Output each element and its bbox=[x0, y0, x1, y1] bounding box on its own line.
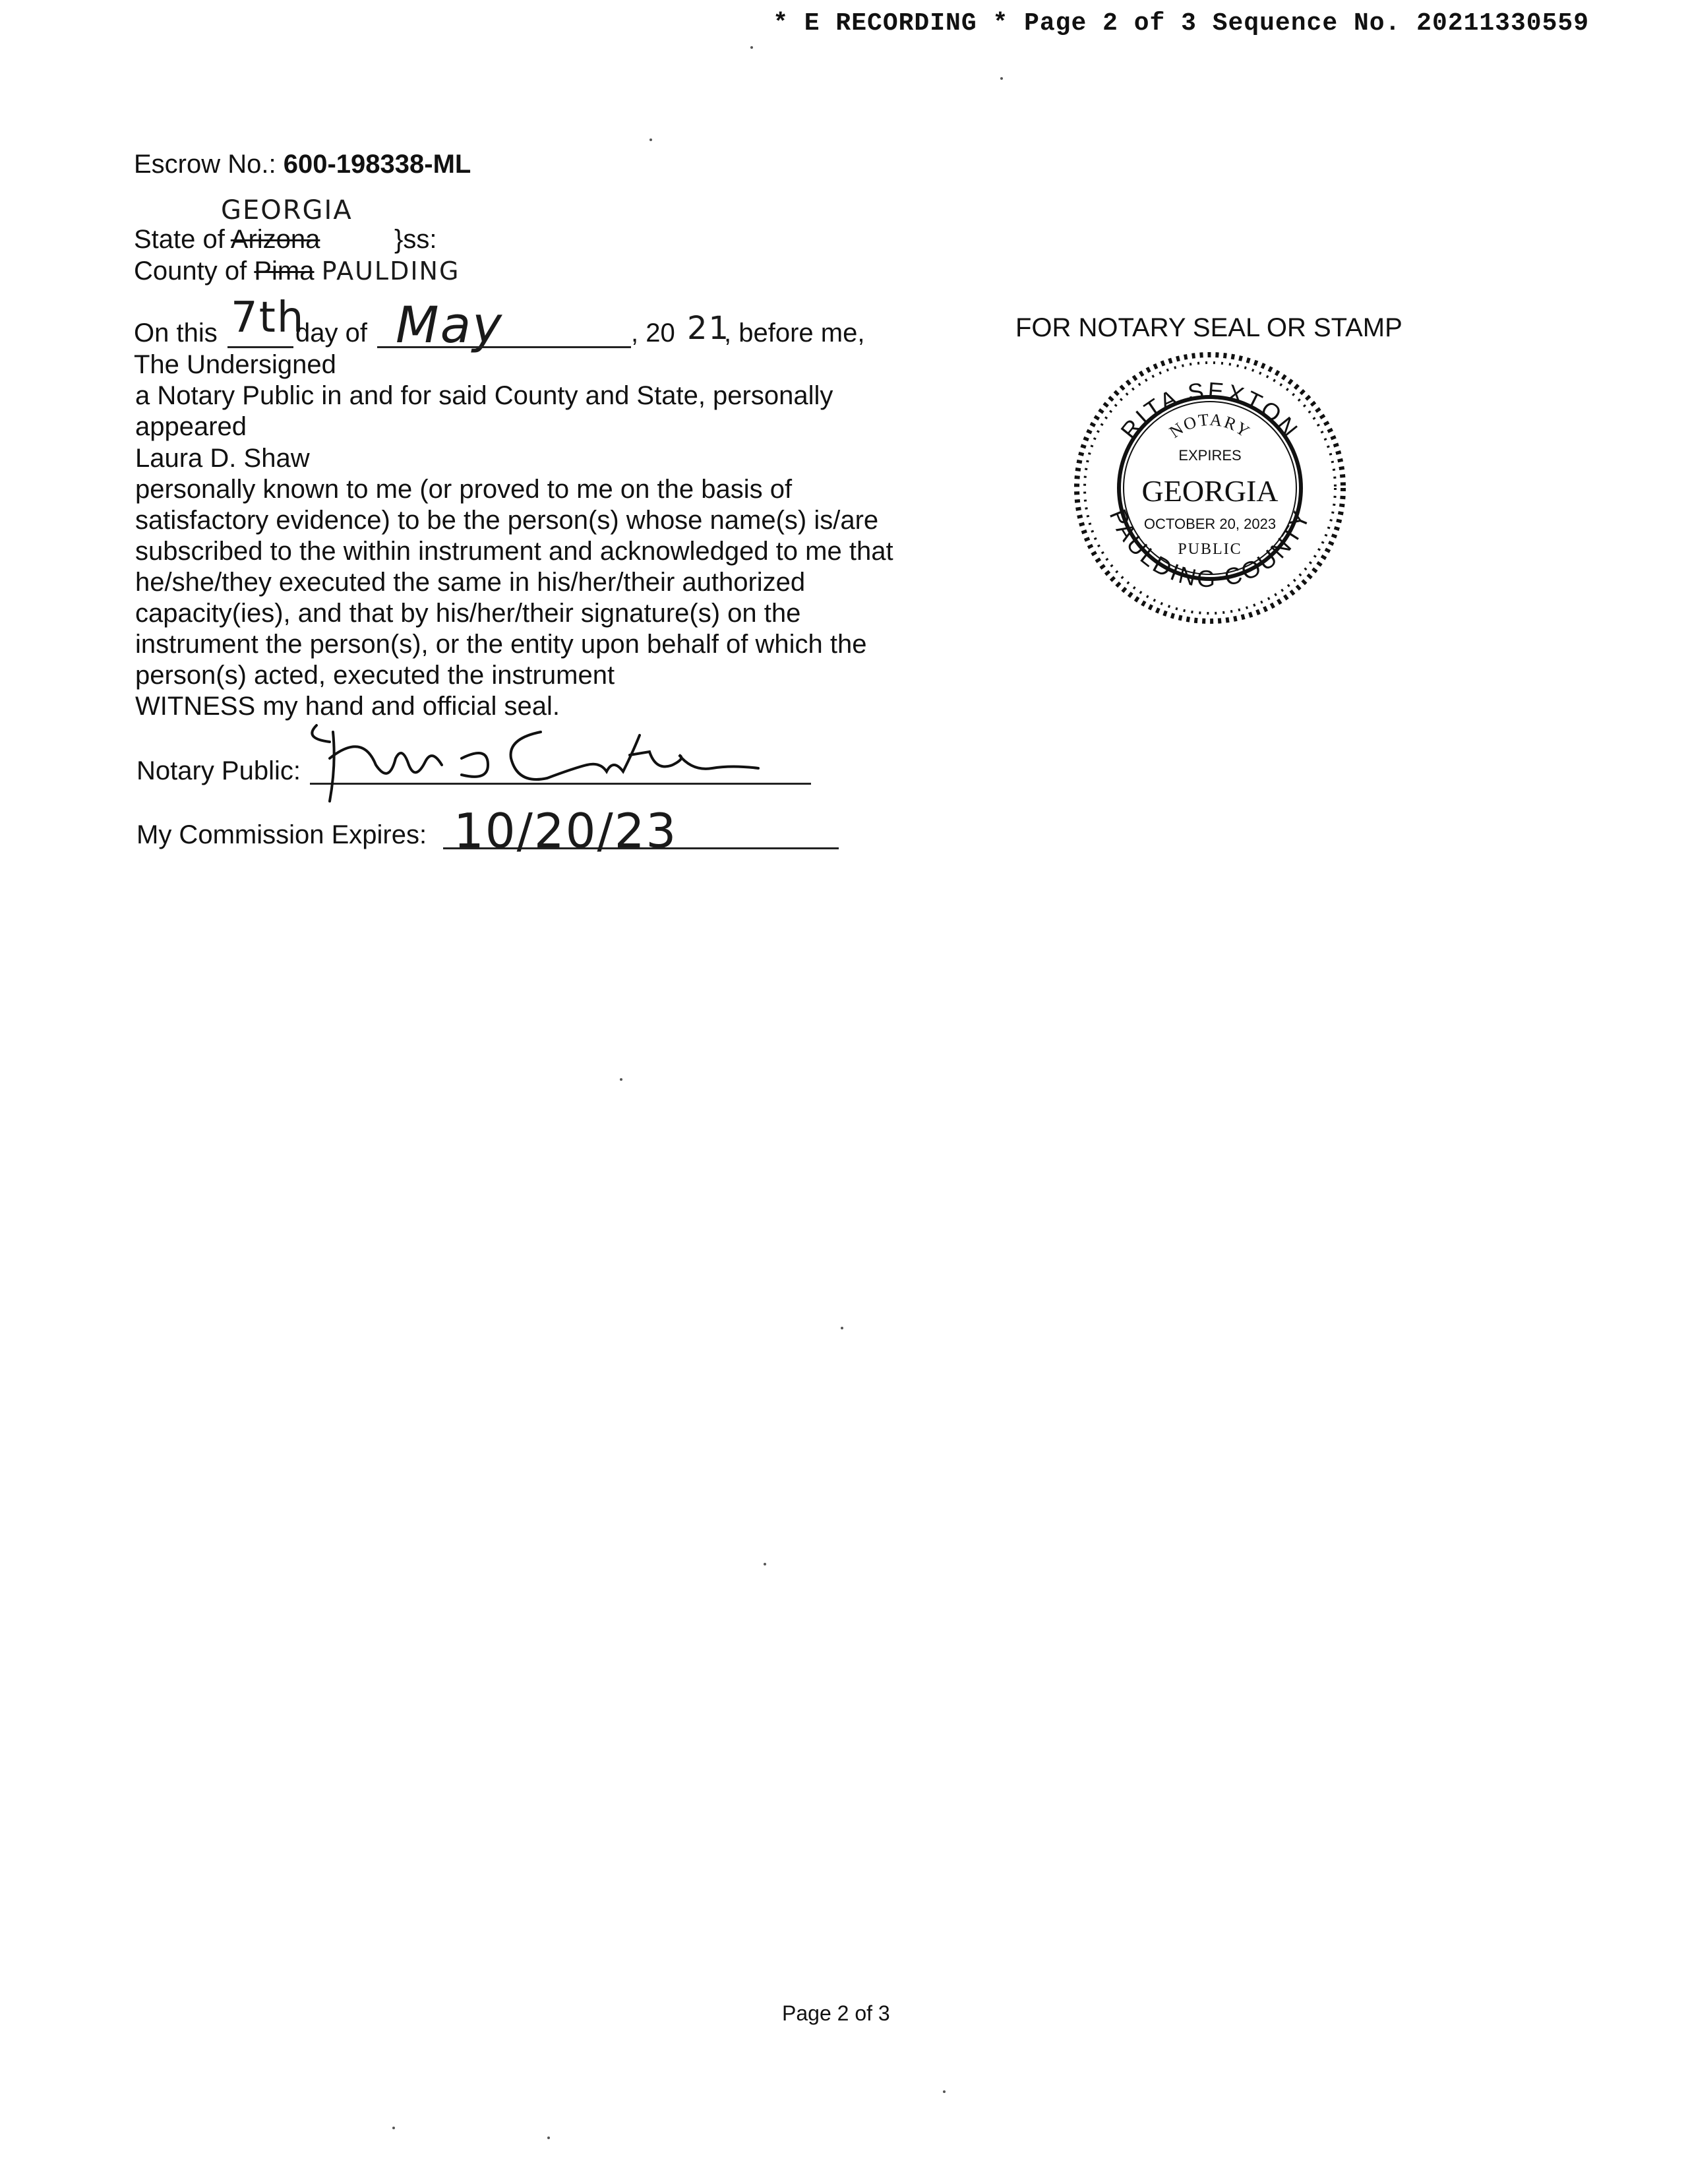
seal-state: GEORGIA bbox=[1141, 474, 1279, 508]
escrow-label: Escrow No.: bbox=[134, 150, 276, 179]
before-me-label: , before me, bbox=[724, 318, 865, 348]
body-line-10: person(s) acted, executed the instrument bbox=[135, 661, 615, 690]
year-handwritten: 21 bbox=[687, 310, 731, 347]
county-handwritten: PAULDING bbox=[321, 257, 460, 286]
day-underline bbox=[227, 346, 293, 348]
scan-speck bbox=[750, 46, 753, 49]
state-label: State of bbox=[134, 225, 225, 254]
notary-public-label: Notary Public: bbox=[136, 756, 301, 785]
escrow-number: 600-198338-ML bbox=[283, 150, 471, 179]
day-of-label: day of bbox=[295, 318, 367, 348]
notary-seal bbox=[1065, 349, 1355, 626]
scan-speck bbox=[1000, 77, 1003, 80]
year-prefix: , 20 bbox=[631, 318, 675, 348]
seal-bottom-word: PUBLIC bbox=[1178, 541, 1242, 558]
day-handwritten: 7th bbox=[231, 293, 305, 342]
ss-mark: }ss: bbox=[394, 225, 437, 254]
seal-heading: FOR NOTARY SEAL OR STAMP bbox=[1015, 313, 1402, 342]
county-printed: Pima bbox=[254, 257, 315, 286]
body-line-9: instrument the person(s), or the entity upon behalf of which the bbox=[135, 630, 867, 659]
seal-expires-label: EXPIRES bbox=[1178, 447, 1242, 464]
notary-name-line: The Undersigned bbox=[134, 350, 336, 379]
body-line-6: subscribed to the within instrument and acknowledged to me that bbox=[135, 537, 893, 566]
body-line-1: a Notary Public in and for said County and State, personally bbox=[135, 381, 833, 410]
body-line-5: satisfactory evidence) to be the person(s) whose name(s) is/are bbox=[135, 506, 879, 535]
scan-speck bbox=[764, 1563, 766, 1565]
on-this-label: On this bbox=[134, 318, 218, 348]
appearing-party-name: Laura D. Shaw bbox=[135, 444, 310, 473]
county-label: County of bbox=[134, 257, 247, 286]
seal-county: PAULDING COUNTY bbox=[1104, 505, 1316, 593]
scan-speck bbox=[547, 2137, 550, 2139]
page-footer: Page 2 of 3 bbox=[782, 2001, 890, 2025]
seal-expiry-date: OCTOBER 20, 2023 bbox=[1143, 516, 1277, 532]
escrow-line bbox=[134, 149, 471, 179]
state-handwritten: GEORGIA bbox=[221, 195, 353, 226]
month-handwritten: May bbox=[396, 295, 504, 354]
commission-handwritten: 10/20/23 bbox=[454, 803, 678, 859]
body-line-2: appeared bbox=[135, 412, 247, 441]
scan-speck bbox=[943, 2090, 946, 2093]
state-printed: Arizona bbox=[230, 225, 320, 254]
state-line bbox=[134, 224, 320, 255]
seal-top-word: NOTARY bbox=[1166, 410, 1254, 442]
body-line-8: capacity(ies), and that by his/her/their signature(s) on the bbox=[135, 599, 801, 628]
notary-signature bbox=[290, 686, 765, 804]
scan-speck bbox=[620, 1078, 622, 1081]
scan-speck bbox=[841, 1327, 843, 1329]
body-line-4: personally known to me (or proved to me on the basis of bbox=[135, 475, 793, 504]
scan-speck bbox=[392, 2127, 395, 2129]
body-line-7: he/she/they executed the same in his/her/their authorized bbox=[135, 568, 806, 597]
seal-name: RITA SEXTON bbox=[1115, 377, 1305, 444]
month-underline bbox=[377, 346, 631, 348]
recording-header: * E RECORDING * Page 2 of 3 Sequence No. 20211330559 bbox=[773, 9, 1589, 38]
witness-line: WITNESS my hand and official seal. bbox=[135, 692, 560, 721]
commission-label: My Commission Expires: bbox=[136, 820, 427, 849]
scan-speck bbox=[649, 138, 652, 141]
county-line bbox=[134, 256, 460, 286]
